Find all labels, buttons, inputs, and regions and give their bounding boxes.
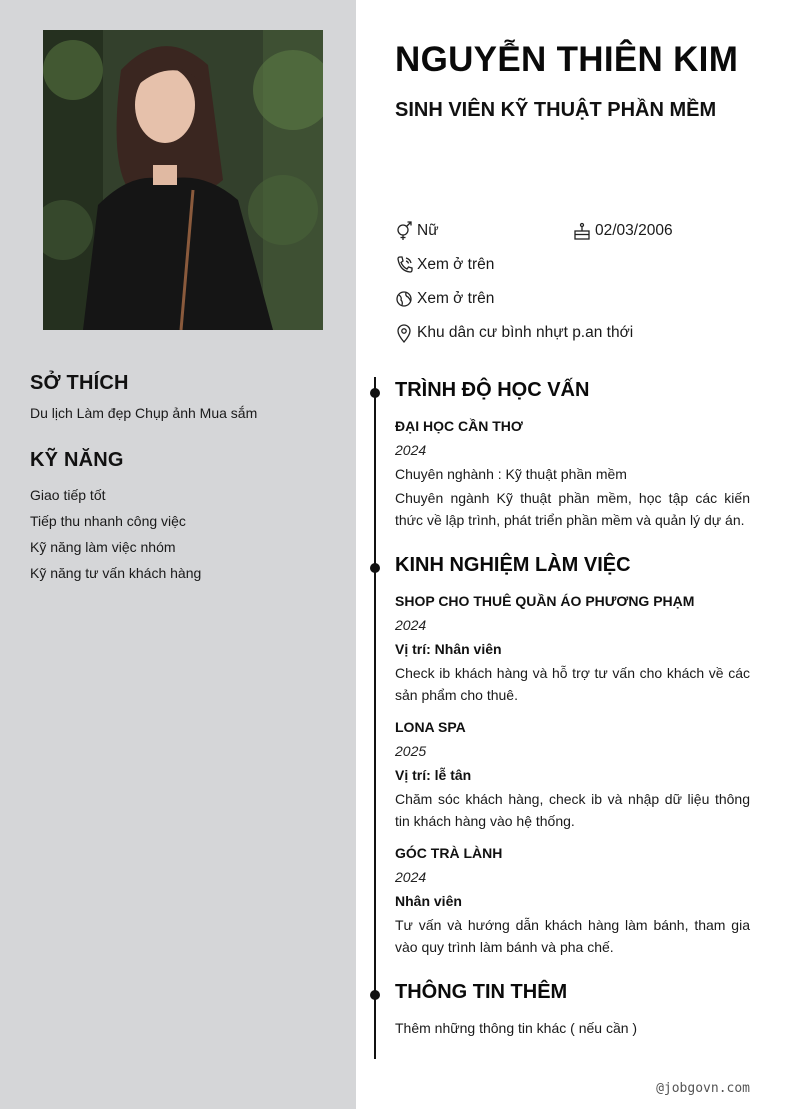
phone-icon — [395, 255, 413, 275]
timeline-dot — [370, 388, 380, 398]
profile-photo — [43, 30, 323, 330]
job-year: 2024 — [395, 617, 427, 633]
address-value: Khu dân cư bình nhựt p.an thới — [417, 324, 634, 341]
timeline-dot — [370, 990, 380, 1000]
hobbies-heading: SỞ THÍCH — [30, 372, 129, 394]
job-description: Tư vấn và hướng dẫn khách hàng làm bánh, tham gia vào quy trình làm bánh và pha chế. — [395, 917, 750, 955]
skills-section — [30, 449, 330, 590]
globe-icon — [395, 289, 413, 309]
hobbies-section — [30, 372, 330, 421]
watermark: @jobgovn.com — [656, 1081, 750, 1096]
skill-item: Tiếp thu nhanh công việc — [30, 513, 186, 529]
skill-item: Kỹ năng tư vấn khách hàng — [30, 565, 202, 581]
job-year: 2024 — [395, 869, 427, 885]
job-company: LONA SPA — [395, 719, 466, 735]
skill-item: Giao tiếp tốt — [30, 487, 106, 503]
education-school: ĐẠI HỌC CẦN THƠ — [395, 418, 523, 434]
job-company: SHOP CHO THUÊ QUẦN ÁO PHƯƠNG PHẠM — [395, 593, 695, 609]
gender-row — [395, 221, 439, 241]
gender-value: Nữ — [417, 222, 439, 239]
phone-value: Xem ở trên — [417, 256, 495, 273]
candidate-role: SINH VIÊN KỸ THUẬT PHẦN MỀM — [395, 99, 717, 121]
skill-item: Kỹ năng làm việc nhóm — [30, 539, 176, 555]
job-description: Check ib khách hàng và hỗ trợ tư vấn cho khách về các sản phẩm cho thuê. — [395, 665, 750, 703]
education-year: 2024 — [395, 442, 427, 458]
education-heading: TRÌNH ĐỘ HỌC VẤN — [395, 379, 590, 401]
education-major: Chuyên nghành : Kỹ thuật phần mềm — [395, 466, 627, 482]
job-description: Chăm sóc khách hàng, check ib và nhập dữ liệu thông tin khách hàng vào hệ thống. — [395, 791, 750, 829]
job-year: 2025 — [395, 743, 427, 759]
skills-list — [30, 486, 330, 590]
email-row — [395, 289, 494, 309]
sidebar — [0, 0, 356, 1109]
skills-heading: KỸ NĂNG — [30, 449, 124, 471]
additional-heading: THÔNG TIN THÊM — [395, 981, 568, 1003]
experience-heading: KINH NGHIỆM LÀM VIỆC — [395, 554, 631, 576]
job-position: Nhân viên — [395, 893, 462, 909]
birthdate-row — [573, 221, 673, 241]
birthdate-value: 02/03/2006 — [595, 222, 673, 239]
address-row — [395, 323, 633, 343]
birthday-cake-icon — [573, 221, 591, 241]
timeline-line — [374, 377, 376, 1059]
job-position: Vị trí: Nhân viên — [395, 641, 502, 657]
education-description: Chuyên ngành Kỹ thuật phần mềm, học tập các kiến thức về lập trình, phát triển phần mềm và quản lý dự án. — [395, 490, 750, 528]
job-company: GÓC TRÀ LÀNH — [395, 845, 503, 861]
phone-row — [395, 255, 494, 275]
hobbies-text: Du lịch Làm đẹp Chụp ảnh Mua sắm — [30, 405, 258, 421]
job-position: Vị trí: lễ tân — [395, 767, 472, 783]
candidate-name: NGUYỄN THIÊN KIM — [395, 40, 739, 79]
location-pin-icon — [395, 323, 413, 343]
email-value: Xem ở trên — [417, 290, 495, 307]
additional-text: Thêm những thông tin khác ( nếu cần ) — [395, 1020, 638, 1036]
gender-icon — [395, 221, 413, 241]
timeline-dot — [370, 563, 380, 573]
